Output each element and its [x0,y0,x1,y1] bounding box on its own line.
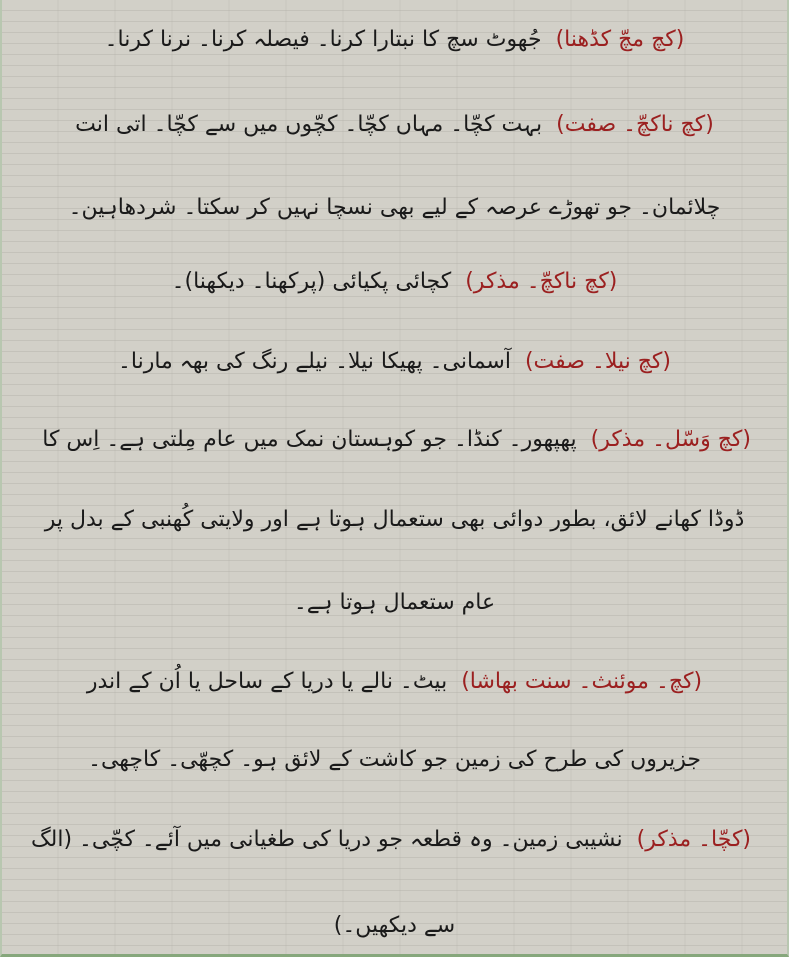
entry-line-9 [38,662,751,702]
entry-line-5 [38,342,751,382]
entry-definition: چلائمان۔ جو تھوڑے عرصہ کے لیے بھی نسچا نہیں کر سکتا۔ شردھاہین۔ [68,195,721,220]
entry-term: (کچ نیلا۔ صفت) [524,349,671,374]
entry-definition: بیٹ۔ نالے یا دریا کے ساحل یا اُن کے اندر [86,669,448,694]
entry-line-4 [38,262,751,302]
entry-term: (کچّا۔ مذکر) [636,827,751,852]
entry-line-8 [38,583,751,623]
entry-definition: کچائی پکیائی (پرکھنا۔ دیکھنا)۔ [171,269,452,294]
entry-line-7 [38,500,751,540]
entry-definition: نشیبی زمین۔ وہ قطعہ جو دریا کی طغیانی میں آئے۔ کچّی۔ (الگ [30,827,623,852]
entry-definition: سے دیکھیں۔) [333,913,456,938]
entry-term: (کچ وَسّل۔ مذکر) [590,427,751,452]
entry-definition: جُھوٹ سچ کا نبتارا کرنا۔ فیصلہ کرنا۔ نرنا کرنا۔ [104,27,542,52]
entry-definition: جزیروں کی طرح کی زمین جو کاشت کے لائق ہو۔ کچھّی۔ کاچھی۔ [88,747,701,772]
entry-line-6 [38,420,751,460]
entry-definition: ڈوڈا کھانے لائق، بطور دوائی بھی ستعمال ہوتا ہے اور ولایتی کُھنبی کے بدل پر [44,507,745,532]
entry-definition: عام ستعمال ہوتا ہے۔ [293,590,496,615]
entry-line-2 [38,105,751,145]
entry-definition: آسمانی۔ پھیکا نیلا۔ نیلے رنگ کی بھہ مارنا۔ [117,349,511,374]
entry-term: (کچ مچّ کڈھنا) [555,27,685,52]
entry-line-10 [38,740,751,780]
entry-line-12 [38,906,751,946]
entry-term: (کچ ناکچّ۔ مذکر) [465,269,618,294]
entry-definition: بہت کچّا۔ مہاں کچّا۔ کچّوں میں سے کچّا۔ اتی انت [75,112,543,137]
entry-line-1 [38,20,751,60]
entry-line-3 [38,188,751,228]
entry-line-11 [30,820,751,860]
entry-term: (کچ۔ موئنث۔ سنت بھاشا) [461,669,703,694]
entry-term: (کچ ناکچّ۔ صفت) [556,112,714,137]
entry-definition: پھپھور۔ کنڈا۔ جو کوہستان نمک میں عام مِلتی ہے۔ اِس کا [42,427,577,452]
